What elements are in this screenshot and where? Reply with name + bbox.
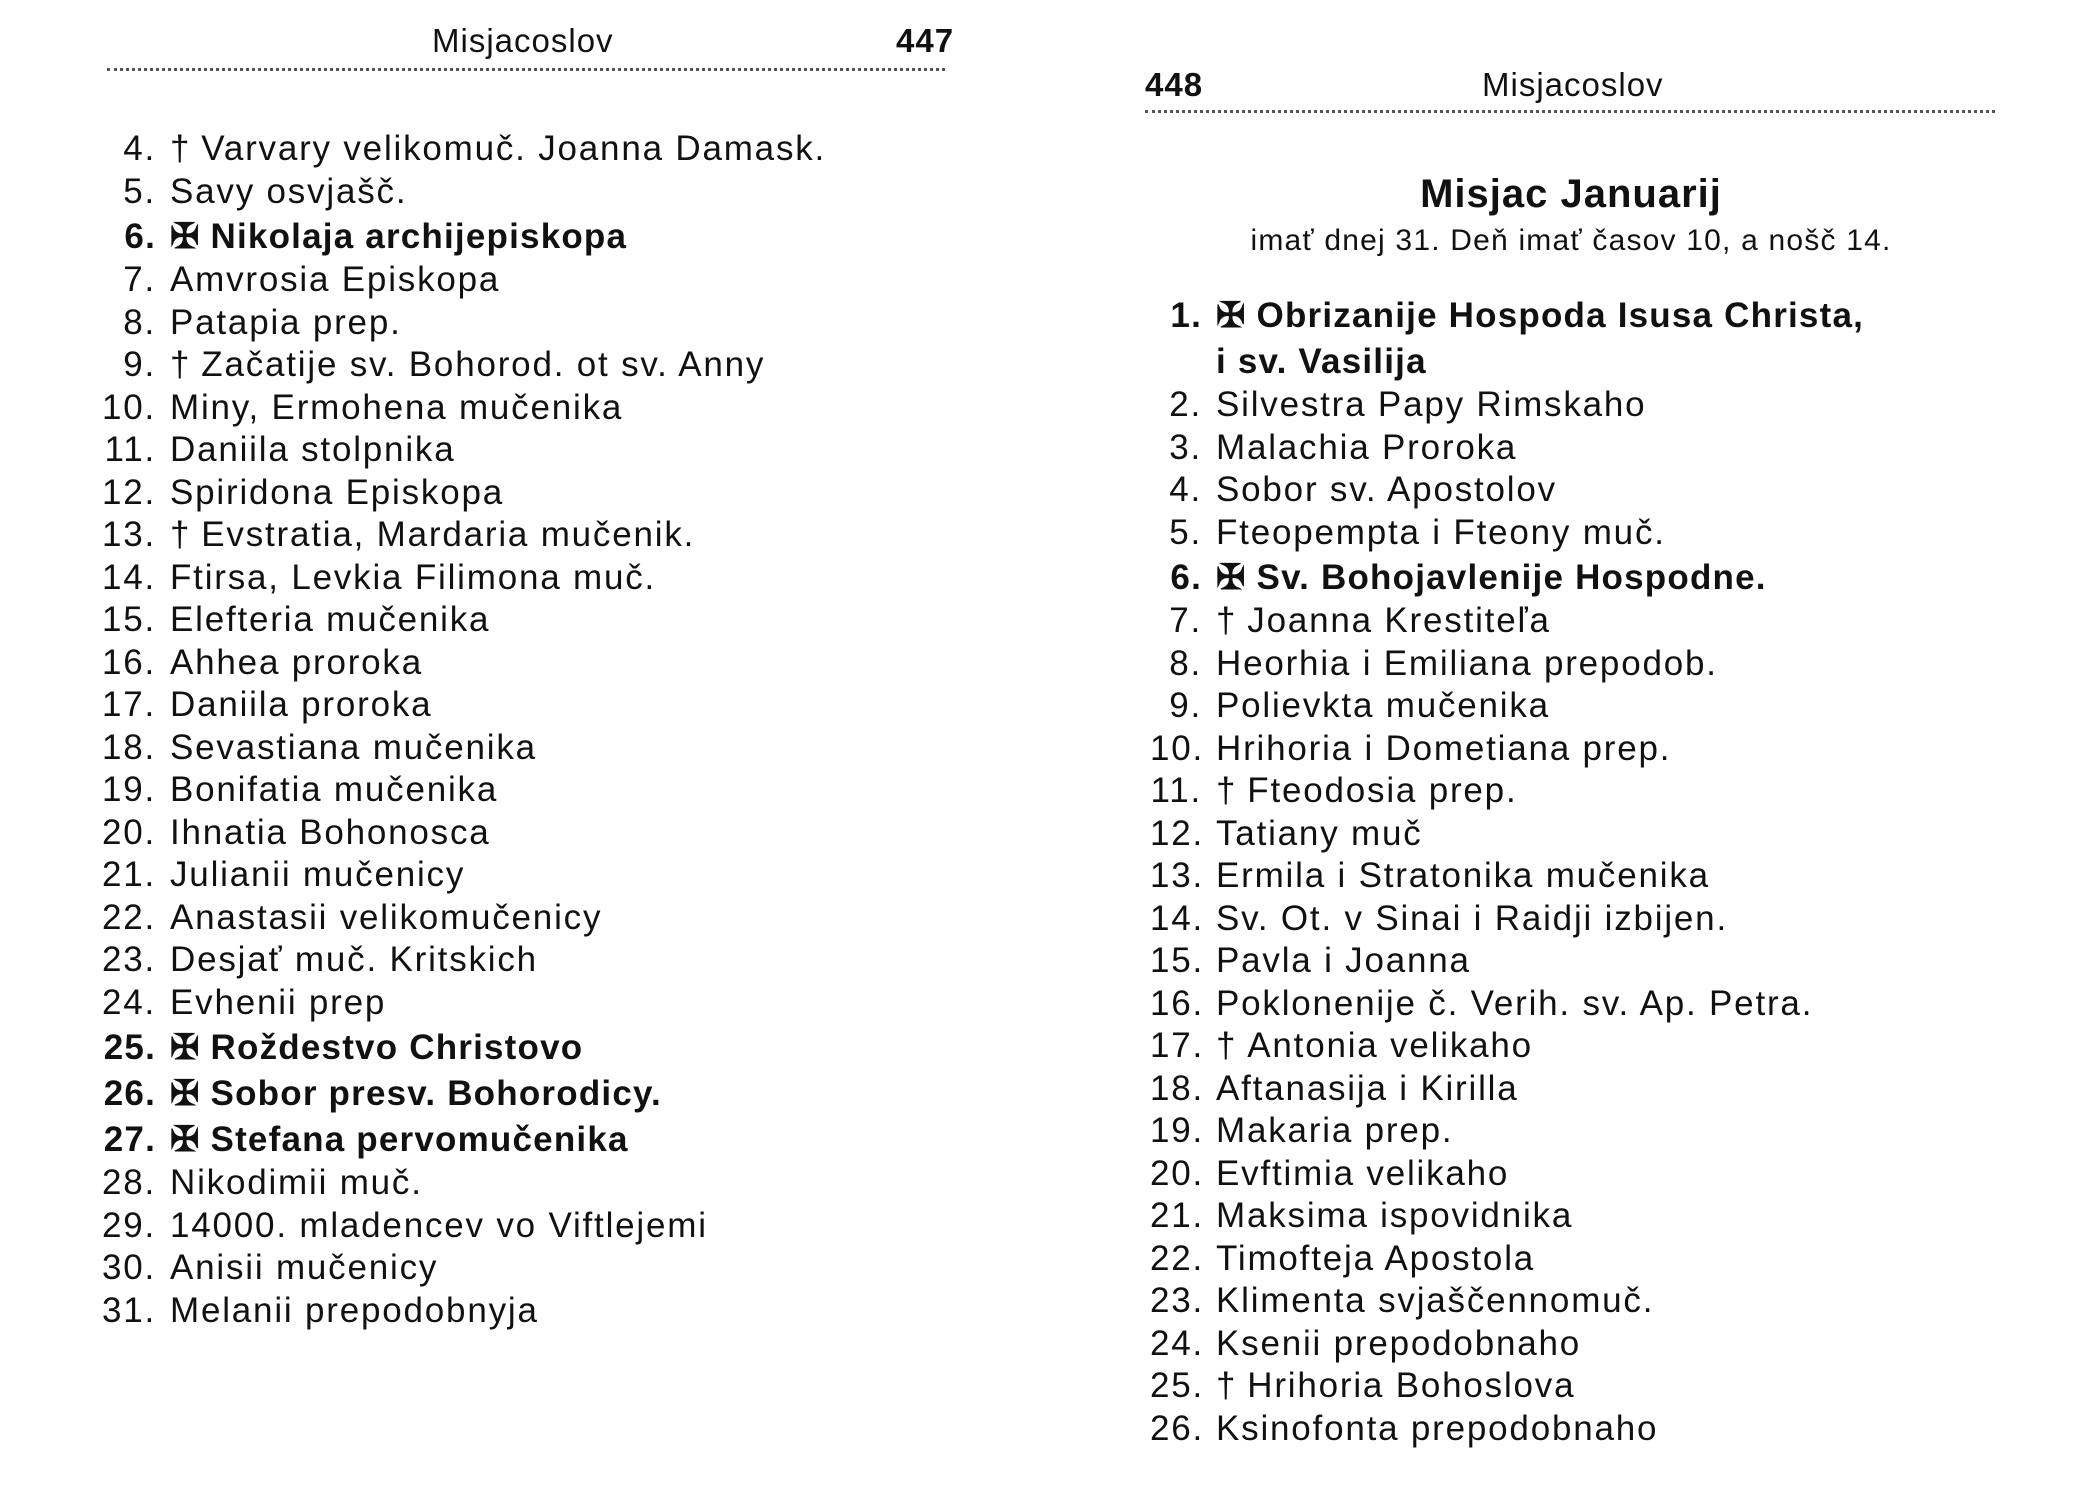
list-item — [1150, 427, 1864, 470]
feast-name: Pavla i Joanna — [1216, 941, 1471, 980]
feast-name: Sobor presv. Bohorodicy. — [210, 1074, 662, 1113]
list-item — [1150, 983, 1864, 1026]
day-number: 20. — [1150, 1153, 1205, 1193]
list-item — [90, 982, 826, 1025]
day-number: 8. — [123, 302, 156, 342]
cross-pattee-icon: ✠ — [1216, 296, 1247, 335]
day-number: 27. — [103, 1120, 156, 1159]
list-item — [1150, 1280, 1864, 1323]
feast-name: Antonia velikaho — [1247, 1026, 1533, 1065]
day-number: 25. — [1150, 1366, 1205, 1405]
list-item — [1150, 1110, 1864, 1153]
feast-name: Julianii mučenicy — [170, 855, 466, 894]
day-number: 4. — [123, 129, 156, 168]
feast-name: Ftirsa, Levkia Filimona muč. — [170, 557, 657, 597]
feast-name: Joanna Krestiteľa — [1247, 601, 1551, 640]
day-number: 10. — [101, 387, 156, 427]
feast-name: Miny, Ermohena mučenika — [170, 387, 624, 427]
feast-name: Ksinofonta prepodobnaho — [1216, 1408, 1659, 1448]
cross-pattee-icon: ✠ — [170, 1120, 201, 1159]
day-number: 15. — [1150, 941, 1205, 980]
day-number: 22. — [101, 897, 156, 937]
list-item — [1150, 1323, 1864, 1366]
page-number: 447 — [896, 22, 955, 59]
list-item — [90, 1205, 826, 1248]
feast-name: Varvary velikomuč. Joanna Damask. — [201, 129, 827, 168]
day-number: 1. — [1170, 296, 1202, 335]
day-number: 17. — [101, 685, 156, 724]
list-item — [1150, 728, 1864, 771]
day-number: 4. — [1169, 470, 1202, 509]
list-item — [90, 128, 826, 171]
list-item — [1150, 292, 1864, 338]
list-item — [90, 599, 826, 642]
feast-name: Aftanasija i Kirilla — [1216, 1068, 1519, 1108]
feast-name: Malachia Proroka — [1216, 427, 1518, 467]
day-number: 7. — [1169, 601, 1202, 640]
dagger-cross-icon: † — [1216, 1026, 1238, 1065]
dagger-cross-icon: † — [170, 345, 192, 384]
list-item — [90, 302, 826, 345]
list-item — [90, 812, 826, 855]
day-number: 23. — [1150, 1281, 1205, 1320]
dagger-cross-icon: † — [170, 515, 192, 554]
feast-name: Evhenii prep — [170, 982, 387, 1022]
feast-name: Patapia prep. — [170, 302, 402, 342]
cross-pattee-icon: ✠ — [170, 1074, 201, 1113]
day-number: 7. — [123, 260, 156, 299]
feast-name: 14000. mladencev vo Viftlejemi — [170, 1205, 708, 1245]
list-item — [90, 1290, 826, 1333]
feast-name: Hrihoria Bohoslova — [1247, 1366, 1576, 1405]
day-number: 18. — [1150, 1068, 1205, 1108]
day-number — [1150, 338, 1202, 384]
list-item — [1150, 1238, 1864, 1281]
feast-name: Sv. Bohojavlenije Hospodne. — [1256, 558, 1767, 597]
day-number: 10. — [1150, 728, 1205, 768]
list-item — [90, 1162, 826, 1205]
day-number: 29. — [101, 1205, 156, 1245]
day-number: 22. — [1150, 1238, 1205, 1278]
feast-name: Ermila i Stratonika mučenika — [1216, 856, 1710, 895]
feast-name: Sv. Ot. v Sinai i Raidji izbijen. — [1216, 898, 1728, 938]
feast-name: Spiridona Episkopa — [170, 472, 504, 512]
list-item — [90, 213, 826, 259]
feast-name: Evstratia, Mardaria mučenik. — [201, 515, 696, 554]
day-number: 2. — [1169, 385, 1202, 424]
day-number: 14. — [101, 557, 156, 597]
day-number: 31. — [101, 1290, 156, 1330]
feast-name: Evftimia velikaho — [1216, 1153, 1510, 1193]
day-number: 13. — [101, 515, 156, 554]
list-item — [1150, 770, 1864, 813]
day-number: 8. — [1169, 643, 1202, 683]
day-number: 16. — [101, 642, 156, 682]
feast-name: Melanii prepodobnyja — [170, 1290, 539, 1330]
list-item — [90, 557, 826, 600]
feast-name: Stefana pervomučenika — [210, 1120, 629, 1159]
feast-name: Ihnatia Bohonosca — [170, 812, 491, 852]
feast-name: Začatije sv. Bohorod. ot sv. Anny — [201, 345, 766, 384]
page-number: 448 — [1145, 66, 1204, 103]
feast-name: Heorhia i Emiliana prepodob. — [1216, 643, 1718, 683]
feast-name: Nikodimii muč. — [170, 1163, 423, 1202]
list-item — [90, 514, 826, 557]
day-number: 11. — [104, 430, 156, 469]
feast-name: Amvrosia Episkopa — [170, 260, 501, 299]
feast-name: Sevastiana mučenika — [170, 727, 537, 767]
day-number: 21. — [1150, 1196, 1205, 1235]
list-item — [90, 344, 826, 387]
list-item — [90, 171, 826, 214]
list-item — [1150, 469, 1864, 512]
day-number: 20. — [101, 812, 156, 852]
day-number: 13. — [1150, 856, 1205, 895]
dagger-cross-icon: † — [1216, 601, 1238, 640]
feast-name: Desjať muč. Kritskich — [170, 940, 538, 979]
day-number: 19. — [1150, 1111, 1205, 1150]
list-item — [90, 1024, 826, 1070]
list-item — [1150, 813, 1864, 856]
feast-name: Maksima ispovidnika — [1216, 1196, 1574, 1235]
feast-name: Silvestra Papy Rimskaho — [1216, 385, 1647, 424]
day-number: 30. — [101, 1248, 156, 1287]
list-item — [1150, 1195, 1864, 1238]
feast-name: Anastasii velikomučenicy — [170, 897, 603, 937]
day-number: 9. — [1169, 686, 1202, 725]
list-item — [90, 1116, 826, 1162]
day-number: 28. — [101, 1163, 156, 1202]
feast-name: Roždestvo Christovo — [210, 1028, 584, 1067]
feast-name: Ahhea proroka — [170, 642, 424, 682]
day-number: 26. — [103, 1074, 156, 1113]
day-number: 26. — [1150, 1408, 1205, 1448]
day-number: 14. — [1150, 898, 1205, 938]
list-item — [1150, 685, 1864, 728]
day-number: 24. — [101, 982, 156, 1022]
cross-pattee-icon: ✠ — [170, 217, 201, 256]
day-number: 18. — [101, 727, 156, 767]
feast-name: Daniila stolpnika — [170, 430, 456, 469]
day-number: 5. — [123, 171, 156, 211]
list-item — [90, 684, 826, 727]
feast-name: Ksenii prepodobnaho — [1216, 1323, 1582, 1363]
feast-name: Klimenta svjaščennomuč. — [1216, 1281, 1655, 1320]
day-number: 25. — [103, 1028, 156, 1067]
list-item — [1150, 643, 1864, 686]
feast-name: Anisii mučenicy — [170, 1248, 439, 1287]
list-item — [1150, 600, 1864, 643]
list-item — [1150, 855, 1864, 898]
feast-name: Hrihoria i Dometiana prep. — [1216, 728, 1672, 768]
day-number: 21. — [101, 855, 156, 894]
list-item — [1150, 554, 1864, 600]
feast-name: Bonifatia mučenika — [170, 770, 499, 809]
feast-name: Obrizanije Hospoda Isusa Christa, — [1256, 296, 1865, 335]
list-item — [1150, 338, 1864, 384]
feast-name: Savy osvjašč. — [170, 171, 408, 211]
feast-name: Daniila proroka — [170, 685, 433, 724]
cross-pattee-icon: ✠ — [1216, 558, 1247, 597]
feast-name: Polievkta mučenika — [1216, 686, 1550, 725]
month-title: Misjac Januarij — [1420, 172, 1722, 216]
day-number: 17. — [1150, 1026, 1205, 1065]
list-item — [1150, 384, 1864, 427]
list-item — [90, 1070, 826, 1116]
feast-name: Makaria prep. — [1216, 1111, 1454, 1150]
day-number: 11. — [1150, 771, 1202, 810]
list-item — [1150, 1365, 1864, 1408]
list-item — [90, 259, 826, 302]
list-item — [90, 1247, 826, 1290]
list-item — [90, 897, 826, 940]
day-number: 19. — [101, 770, 156, 809]
list-item — [1150, 512, 1864, 555]
list-item — [1150, 1025, 1864, 1068]
feast-name: Timofteja Apostola — [1216, 1238, 1536, 1278]
day-number: 9. — [123, 345, 156, 384]
dagger-cross-icon: † — [170, 129, 192, 168]
day-number: 16. — [1150, 983, 1205, 1023]
day-number: 12. — [1150, 813, 1205, 853]
list-item — [1150, 940, 1864, 983]
list-item — [90, 642, 826, 685]
month-subtitle: imať dnej 31. Deň imať časov 10, a nošč 14. — [1250, 224, 1892, 257]
feast-list — [90, 128, 826, 1332]
right-page — [1040, 0, 2076, 1500]
list-item — [90, 472, 826, 515]
list-item — [90, 387, 826, 430]
day-number: 12. — [101, 472, 156, 512]
dagger-cross-icon: † — [1216, 771, 1238, 810]
list-item — [1150, 898, 1864, 941]
feast-name: Fteodosia prep. — [1247, 771, 1518, 810]
feast-name: Tatiany muč — [1216, 813, 1423, 853]
feast-name: Poklonenije č. Verih. sv. Ap. Petra. — [1216, 983, 1814, 1023]
list-item — [90, 854, 826, 897]
feast-name: Elefteria mučenika — [170, 600, 491, 639]
feast-list — [1150, 292, 1864, 1450]
day-number: 15. — [101, 600, 156, 639]
list-item — [90, 727, 826, 770]
list-item — [90, 769, 826, 812]
feast-name: Sobor sv. Apostolov — [1216, 470, 1557, 509]
feast-name: Nikolaja archijepiskopa — [210, 217, 628, 256]
running-head: Misjacoslov — [1482, 66, 1664, 103]
day-number: 6. — [124, 217, 156, 256]
day-number: 24. — [1150, 1323, 1205, 1363]
running-head: Misjacoslov — [432, 22, 614, 59]
day-number: 5. — [1169, 512, 1202, 552]
day-number: 3. — [1169, 427, 1202, 467]
left-page — [0, 0, 1000, 1500]
list-item — [1150, 1408, 1864, 1451]
header-rule — [107, 68, 945, 71]
list-item — [1150, 1068, 1864, 1111]
feast-name: i sv. Vasilija — [1216, 342, 1427, 381]
day-number: 23. — [101, 940, 156, 979]
list-item — [90, 429, 826, 472]
list-item — [1150, 1153, 1864, 1196]
feast-name: Fteopempta i Fteony muč. — [1216, 512, 1666, 552]
day-number: 6. — [1170, 558, 1202, 597]
cross-pattee-icon: ✠ — [170, 1028, 201, 1067]
dagger-cross-icon: † — [1216, 1366, 1238, 1405]
list-item — [90, 939, 826, 982]
header-rule — [1145, 110, 1995, 113]
